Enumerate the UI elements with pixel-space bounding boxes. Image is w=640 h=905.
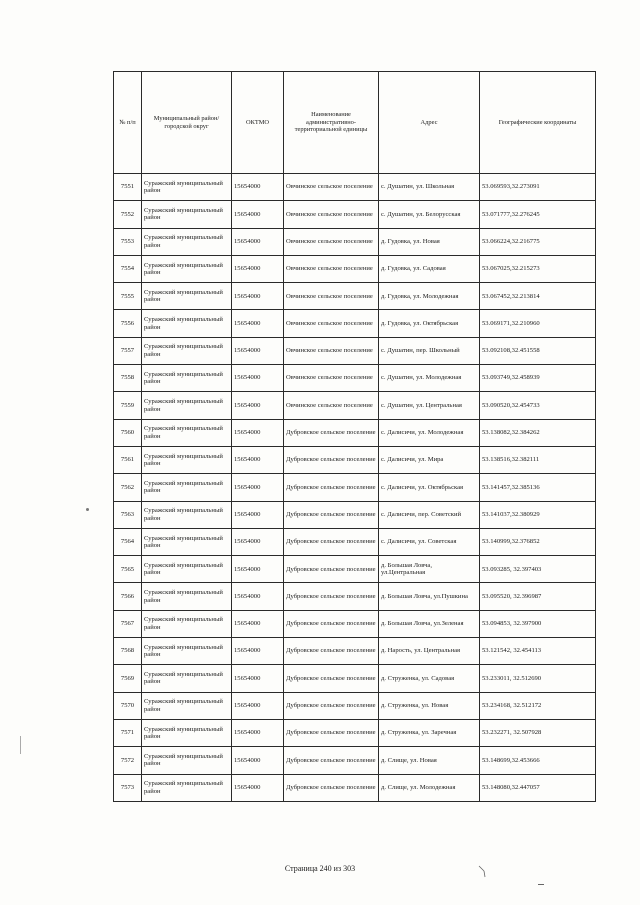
row-number: 7572 bbox=[114, 747, 142, 774]
row-admin-unit: Дубровское сельское поселение bbox=[284, 556, 379, 583]
row-number: 7553 bbox=[114, 228, 142, 255]
row-district: Суражский муниципальный район bbox=[142, 201, 232, 228]
row-address: д. Большая Ловча, ул.Пушкина bbox=[379, 583, 480, 610]
row-coordinates: 53.121542, 32.454113 bbox=[480, 638, 596, 665]
table-row bbox=[114, 638, 596, 665]
coordinates-table bbox=[113, 71, 596, 802]
row-coordinates: 53.095520, 32.396987 bbox=[480, 583, 596, 610]
row-admin-unit: Дубровское сельское поселение bbox=[284, 665, 379, 692]
row-address: с. Далисичи, пер. Советский bbox=[379, 501, 480, 528]
row-number: 7565 bbox=[114, 556, 142, 583]
row-admin-unit: Дубровское сельское поселение bbox=[284, 528, 379, 555]
table-row bbox=[114, 310, 596, 337]
row-number: 7564 bbox=[114, 528, 142, 555]
row-address: д. Гудовка, ул. Октябрьская bbox=[379, 310, 480, 337]
row-admin-unit: Овчинское сельское поселение bbox=[284, 283, 379, 310]
row-coordinates: 53.092108,32.451558 bbox=[480, 337, 596, 364]
row-district: Суражский муниципальный район bbox=[142, 692, 232, 719]
row-district: Суражский муниципальный район bbox=[142, 392, 232, 419]
row-oktmo: 15654000 bbox=[232, 474, 284, 501]
row-number: 7568 bbox=[114, 638, 142, 665]
row-number: 7551 bbox=[114, 174, 142, 201]
row-admin-unit: Дубровское сельское поселение bbox=[284, 419, 379, 446]
row-oktmo: 15654000 bbox=[232, 337, 284, 364]
row-admin-unit: Овчинское сельское поселение bbox=[284, 392, 379, 419]
row-oktmo: 15654000 bbox=[232, 610, 284, 637]
row-number: 7554 bbox=[114, 255, 142, 282]
table-row bbox=[114, 719, 596, 746]
row-address: д. Слище, ул. Новая bbox=[379, 747, 480, 774]
table-header-row bbox=[114, 72, 596, 174]
row-address: с. Далисичи, ул. Октябрьская bbox=[379, 474, 480, 501]
row-district: Суражский муниципальный район bbox=[142, 310, 232, 337]
row-admin-unit: Дубровское сельское поселение bbox=[284, 610, 379, 637]
row-coordinates: 53.232271, 32.507928 bbox=[480, 719, 596, 746]
row-district: Суражский муниципальный район bbox=[142, 365, 232, 392]
row-coordinates: 53.090520,32.454733 bbox=[480, 392, 596, 419]
row-admin-unit: Овчинское сельское поселение bbox=[284, 174, 379, 201]
row-admin-unit: Дубровское сельское поселение bbox=[284, 638, 379, 665]
row-oktmo: 15654000 bbox=[232, 255, 284, 282]
row-admin-unit: Овчинское сельское поселение bbox=[284, 337, 379, 364]
row-district: Суражский муниципальный район bbox=[142, 474, 232, 501]
table-body bbox=[114, 174, 596, 802]
row-oktmo: 15654000 bbox=[232, 583, 284, 610]
row-oktmo: 15654000 bbox=[232, 201, 284, 228]
row-address: д. Нарость, ул. Центральная bbox=[379, 638, 480, 665]
row-oktmo: 15654000 bbox=[232, 310, 284, 337]
row-admin-unit: Дубровское сельское поселение bbox=[284, 774, 379, 801]
row-address: с. Далисичи, ул. Советская bbox=[379, 528, 480, 555]
row-district: Суражский муниципальный район bbox=[142, 583, 232, 610]
row-oktmo: 15654000 bbox=[232, 665, 284, 692]
row-oktmo: 15654000 bbox=[232, 419, 284, 446]
row-admin-unit: Дубровское сельское поселение bbox=[284, 501, 379, 528]
table-row bbox=[114, 392, 596, 419]
table-row bbox=[114, 446, 596, 473]
row-district: Суражский муниципальный район bbox=[142, 747, 232, 774]
row-district: Суражский муниципальный район bbox=[142, 228, 232, 255]
row-district: Суражский муниципальный район bbox=[142, 774, 232, 801]
row-coordinates: 53.138082,32.384262 bbox=[480, 419, 596, 446]
header-address: Адрес bbox=[379, 72, 480, 174]
table-row bbox=[114, 283, 596, 310]
table-row bbox=[114, 255, 596, 282]
table-row bbox=[114, 174, 596, 201]
row-oktmo: 15654000 bbox=[232, 556, 284, 583]
row-coordinates: 53.066224,32.216775 bbox=[480, 228, 596, 255]
row-number: 7555 bbox=[114, 283, 142, 310]
table-row bbox=[114, 774, 596, 801]
header-oktmo: ОКТМО bbox=[232, 72, 284, 174]
row-district: Суражский муниципальный район bbox=[142, 174, 232, 201]
row-oktmo: 15654000 bbox=[232, 501, 284, 528]
header-admin-unit: Наименование административно-территориальной единицы bbox=[284, 72, 379, 174]
row-admin-unit: Овчинское сельское поселение bbox=[284, 255, 379, 282]
row-coordinates: 53.067452,32.213814 bbox=[480, 283, 596, 310]
row-address: д. Струженка, ул. Садовая bbox=[379, 665, 480, 692]
row-district: Суражский муниципальный район bbox=[142, 501, 232, 528]
row-coordinates: 53.094853, 32.397900 bbox=[480, 610, 596, 637]
row-coordinates: 53.140999,32.376852 bbox=[480, 528, 596, 555]
table-row bbox=[114, 228, 596, 255]
row-district: Суражский муниципальный район bbox=[142, 446, 232, 473]
row-admin-unit: Овчинское сельское поселение bbox=[284, 365, 379, 392]
row-admin-unit: Дубровское сельское поселение bbox=[284, 719, 379, 746]
row-admin-unit: Овчинское сельское поселение bbox=[284, 201, 379, 228]
row-oktmo: 15654000 bbox=[232, 174, 284, 201]
row-address: с. Далисичи, ул. Мира bbox=[379, 446, 480, 473]
header-number: № п/п bbox=[114, 72, 142, 174]
row-oktmo: 15654000 bbox=[232, 528, 284, 555]
table-row bbox=[114, 201, 596, 228]
table-row bbox=[114, 692, 596, 719]
row-number: 7569 bbox=[114, 665, 142, 692]
row-address: с. Душатин, ул. Школьная bbox=[379, 174, 480, 201]
table-row bbox=[114, 365, 596, 392]
row-address: д. Гудовка, ул. Молодежная bbox=[379, 283, 480, 310]
row-district: Суражский муниципальный район bbox=[142, 556, 232, 583]
row-district: Суражский муниципальный район bbox=[142, 719, 232, 746]
row-district: Суражский муниципальный район bbox=[142, 255, 232, 282]
table-row bbox=[114, 501, 596, 528]
row-coordinates: 53.141037,32.380929 bbox=[480, 501, 596, 528]
row-number: 7562 bbox=[114, 474, 142, 501]
row-oktmo: 15654000 bbox=[232, 747, 284, 774]
row-address: д. Слище, ул. Молодежная bbox=[379, 774, 480, 801]
row-number: 7570 bbox=[114, 692, 142, 719]
row-coordinates: 53.069593,32.273091 bbox=[480, 174, 596, 201]
row-coordinates: 53.234168, 32.512172 bbox=[480, 692, 596, 719]
row-coordinates: 53.067025,32.215273 bbox=[480, 255, 596, 282]
row-oktmo: 15654000 bbox=[232, 228, 284, 255]
row-district: Суражский муниципальный район bbox=[142, 610, 232, 637]
table-row bbox=[114, 665, 596, 692]
row-address: с. Далисичи, ул. Молодежная bbox=[379, 419, 480, 446]
document-table-container bbox=[113, 71, 595, 802]
table-row bbox=[114, 583, 596, 610]
row-oktmo: 15654000 bbox=[232, 719, 284, 746]
row-oktmo: 15654000 bbox=[232, 365, 284, 392]
row-admin-unit: Овчинское сельское поселение bbox=[284, 310, 379, 337]
row-coordinates: 53.071777,32.276245 bbox=[480, 201, 596, 228]
row-district: Суражский муниципальный район bbox=[142, 283, 232, 310]
row-admin-unit: Дубровское сельское поселение bbox=[284, 583, 379, 610]
row-address: д. Большая Ловча, ул.Зеленая bbox=[379, 610, 480, 637]
table-row bbox=[114, 610, 596, 637]
row-address: с. Душатин, ул. Молодежная bbox=[379, 365, 480, 392]
row-admin-unit: Дубровское сельское поселение bbox=[284, 474, 379, 501]
scan-dash-mark bbox=[538, 884, 544, 885]
row-oktmo: 15654000 bbox=[232, 774, 284, 801]
row-address: с. Душатин, пер. Школьный bbox=[379, 337, 480, 364]
row-district: Суражский муниципальный район bbox=[142, 419, 232, 446]
row-oktmo: 15654000 bbox=[232, 392, 284, 419]
row-district: Суражский муниципальный район bbox=[142, 528, 232, 555]
table-row bbox=[114, 474, 596, 501]
row-coordinates: 53.093749,32.458939 bbox=[480, 365, 596, 392]
row-number: 7557 bbox=[114, 337, 142, 364]
row-number: 7567 bbox=[114, 610, 142, 637]
row-admin-unit: Дубровское сельское поселение bbox=[284, 692, 379, 719]
row-admin-unit: Дубровское сельское поселение bbox=[284, 446, 379, 473]
row-oktmo: 15654000 bbox=[232, 283, 284, 310]
row-address: д. Струженка, ул. Новая bbox=[379, 692, 480, 719]
row-address: д. Большая Ловча, ул.Центральная bbox=[379, 556, 480, 583]
row-number: 7558 bbox=[114, 365, 142, 392]
scan-line-mark bbox=[20, 736, 21, 754]
row-number: 7556 bbox=[114, 310, 142, 337]
table-row bbox=[114, 556, 596, 583]
row-district: Суражский муниципальный район bbox=[142, 665, 232, 692]
row-coordinates: 53.141457,32.385136 bbox=[480, 474, 596, 501]
table-row bbox=[114, 419, 596, 446]
row-coordinates: 53.093285, 32.397403 bbox=[480, 556, 596, 583]
row-district: Суражский муниципальный район bbox=[142, 337, 232, 364]
table-row bbox=[114, 747, 596, 774]
header-district: Муниципальный район/городской округ bbox=[142, 72, 232, 174]
header-coordinates: Географические координаты bbox=[480, 72, 596, 174]
row-number: 7566 bbox=[114, 583, 142, 610]
row-number: 7571 bbox=[114, 719, 142, 746]
row-coordinates: 53.148080,32.447057 bbox=[480, 774, 596, 801]
row-number: 7563 bbox=[114, 501, 142, 528]
row-coordinates: 53.138516,32.382111 bbox=[480, 446, 596, 473]
row-number: 7552 bbox=[114, 201, 142, 228]
row-address: с. Душатин, ул. Белорусская bbox=[379, 201, 480, 228]
row-address: д. Струженка, ул. Заречная bbox=[379, 719, 480, 746]
row-address: д. Гудовка, ул. Новая bbox=[379, 228, 480, 255]
table-row bbox=[114, 337, 596, 364]
row-address: д. Гудовка, ул. Садовая bbox=[379, 255, 480, 282]
row-admin-unit: Дубровское сельское поселение bbox=[284, 747, 379, 774]
row-coordinates: 53.069171,32.210960 bbox=[480, 310, 596, 337]
row-oktmo: 15654000 bbox=[232, 638, 284, 665]
row-admin-unit: Овчинское сельское поселение bbox=[284, 228, 379, 255]
scan-speck bbox=[86, 508, 89, 511]
row-number: 7560 bbox=[114, 419, 142, 446]
row-number: 7573 bbox=[114, 774, 142, 801]
row-address: с. Душатин, ул. Центральная bbox=[379, 392, 480, 419]
row-number: 7559 bbox=[114, 392, 142, 419]
row-oktmo: 15654000 bbox=[232, 446, 284, 473]
table-row bbox=[114, 528, 596, 555]
row-number: 7561 bbox=[114, 446, 142, 473]
row-oktmo: 15654000 bbox=[232, 692, 284, 719]
row-coordinates: 53.233011, 32.512690 bbox=[480, 665, 596, 692]
row-district: Суражский муниципальный район bbox=[142, 638, 232, 665]
page-number: Страница 240 из 303 bbox=[284, 864, 356, 873]
row-coordinates: 53.148699,32.453666 bbox=[480, 747, 596, 774]
